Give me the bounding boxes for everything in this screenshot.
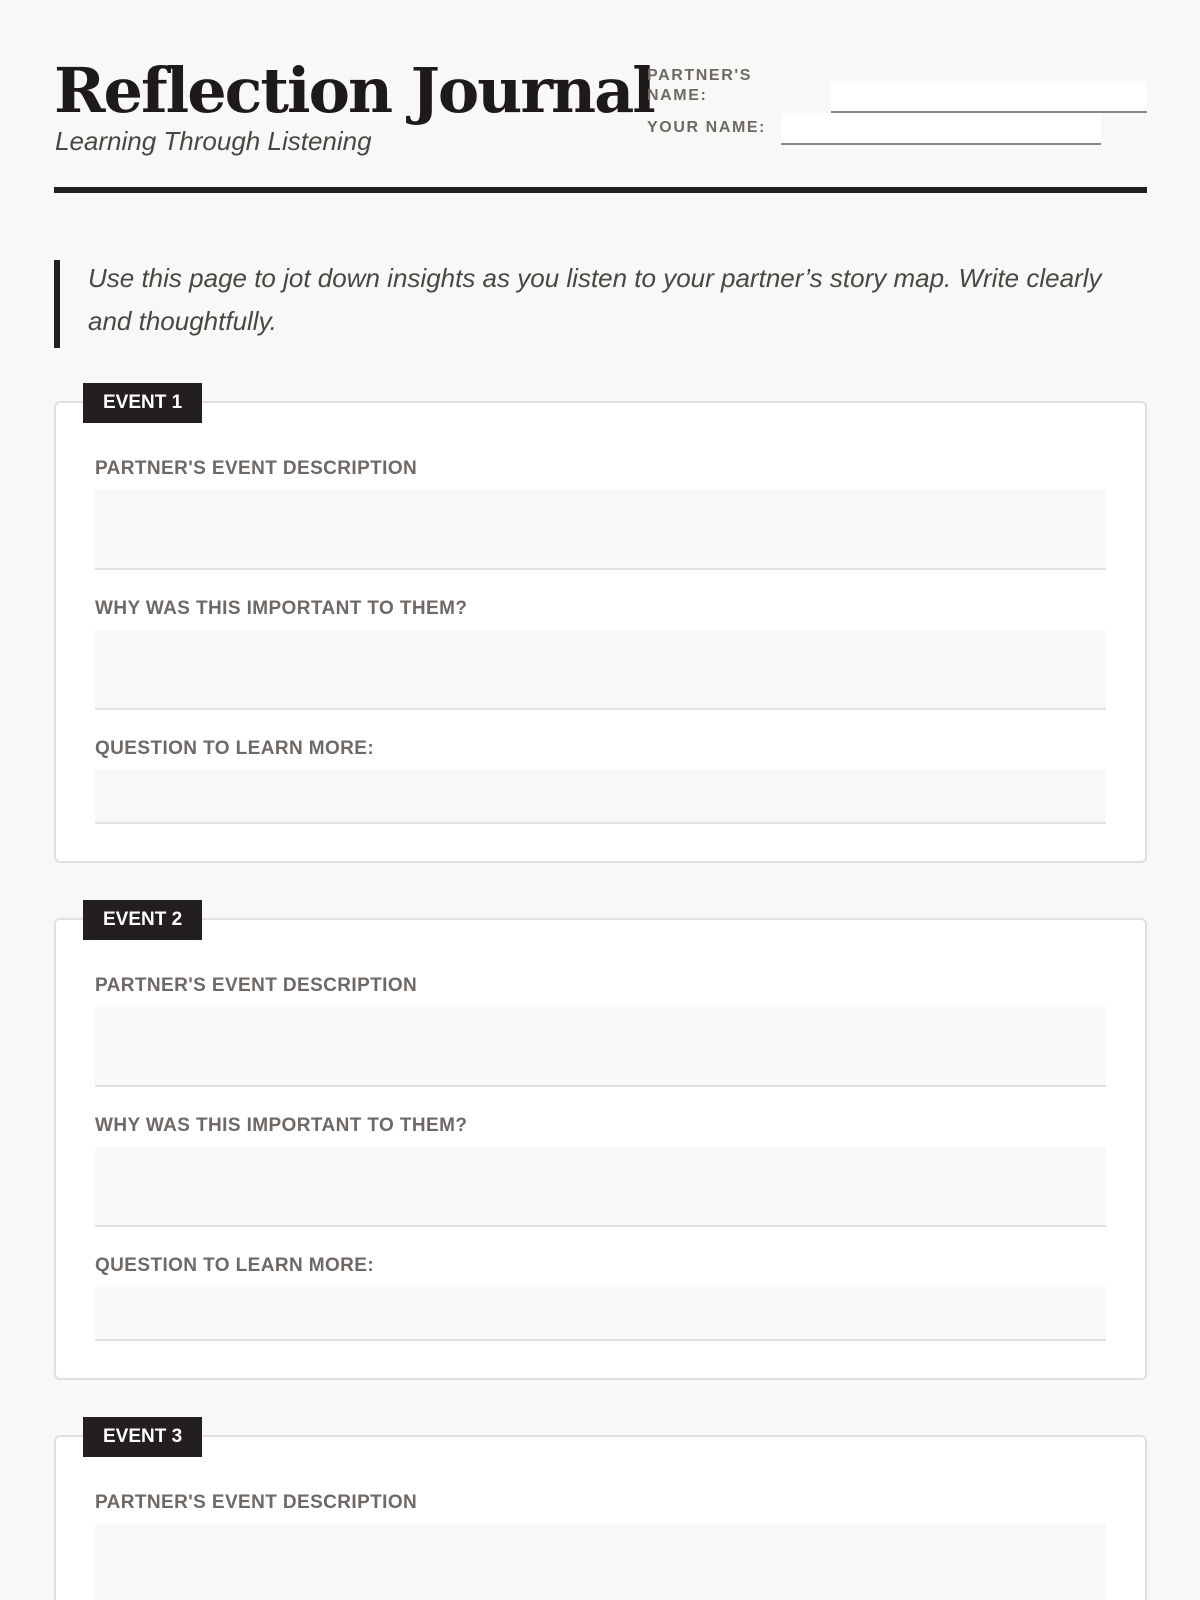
question-field[interactable] bbox=[95, 1287, 1106, 1341]
partner-name-label: PARTNER'S NAME: bbox=[647, 67, 753, 104]
event-tag: EVENT 3 bbox=[83, 1417, 202, 1457]
question-field[interactable] bbox=[95, 770, 1106, 824]
your-name-row bbox=[647, 113, 1101, 145]
importance-field[interactable] bbox=[95, 1147, 1106, 1227]
page-header bbox=[54, 56, 1147, 192]
header-divider bbox=[54, 187, 1147, 193]
description-label: PARTNER'S EVENT DESCRIPTION bbox=[95, 458, 418, 479]
event-card-2 bbox=[54, 909, 1147, 1380]
description-field[interactable] bbox=[95, 1524, 1106, 1600]
importance-field[interactable] bbox=[95, 630, 1106, 710]
partner-name-row bbox=[647, 66, 1147, 113]
importance-label: WHY WAS THIS IMPORTANT TO THEM? bbox=[95, 1115, 468, 1136]
question-label: QUESTION TO LEARN MORE: bbox=[95, 738, 375, 759]
description-label: PARTNER'S EVENT DESCRIPTION bbox=[95, 1492, 418, 1513]
intro-callout bbox=[54, 260, 1147, 348]
event-tag: EVENT 1 bbox=[83, 383, 202, 423]
your-name-input[interactable] bbox=[781, 113, 1101, 145]
description-field[interactable] bbox=[95, 490, 1106, 570]
description-field[interactable] bbox=[95, 1007, 1106, 1087]
your-name-label: YOUR NAME: bbox=[647, 119, 767, 136]
description-label: PARTNER'S EVENT DESCRIPTION bbox=[95, 975, 418, 996]
event-card-3 bbox=[54, 1426, 1147, 1600]
event-tag: EVENT 2 bbox=[83, 900, 202, 940]
intro-text: Use this page to jot down insights as you listen to your partner’s story map. Write clearly and thoughtfully. bbox=[88, 263, 1102, 336]
page-title: Reflection Journal bbox=[54, 54, 654, 127]
importance-label: WHY WAS THIS IMPORTANT TO THEM? bbox=[95, 598, 468, 619]
page-subtitle: Learning Through Listening bbox=[55, 126, 372, 156]
partner-name-input[interactable] bbox=[831, 81, 1147, 113]
question-label: QUESTION TO LEARN MORE: bbox=[95, 1255, 375, 1276]
event-card-1 bbox=[54, 392, 1147, 863]
